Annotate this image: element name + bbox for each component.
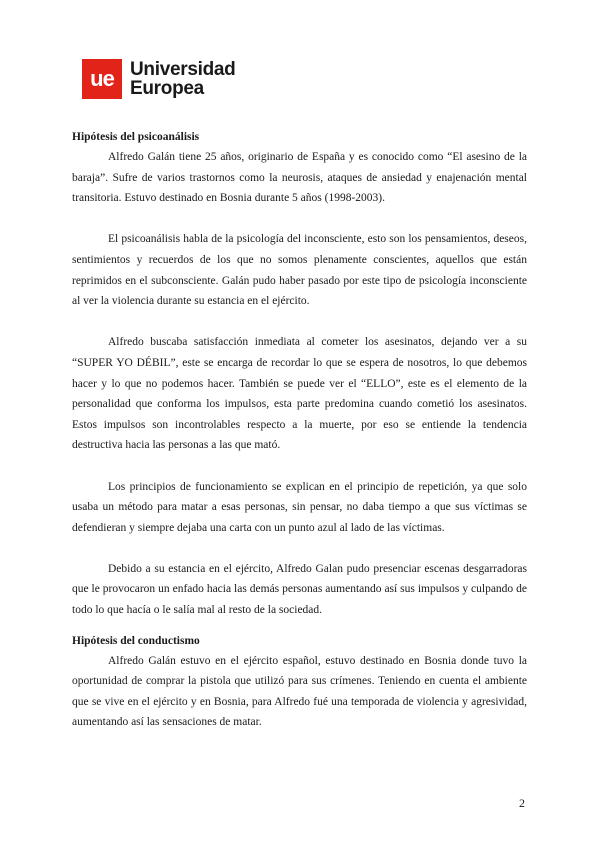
paragraph: Alfredo Galán tiene 25 años, originario de España y es conocido como “El asesino de la baraja”. Sufre de varios trastornos como la neurosis, ataques de ansiedad y enajenación mental transitoria. Estuvo destinado en Bosnia durante 5 años (1998-2003). bbox=[72, 151, 527, 205]
section-heading-psychoanalysis: Hipótesis del psicoanálisis bbox=[72, 131, 200, 143]
university-logo bbox=[82, 56, 235, 102]
logo-mark bbox=[82, 59, 122, 99]
paragraph: Debido a su estancia en el ejército, Alfredo Galan pudo presenciar escenas desgarradoras que le provocaron un enfado hacia las demás personas aumentando así sus impulsos y culpando de todo lo que hacía o le salía mal al resto de la sociedad. bbox=[72, 562, 527, 617]
logo-mark-text: ue bbox=[90, 66, 114, 91]
paragraph: Alfredo Galán estuvo en el ejército español, estuvo destinado en Bosnia donde tuvo la oportunidad de comprar la pistola que utilizó para sus crímenes. Teniendo en cuenta el ambiente que se vive en el ejército y en Bosnia, para Alfredo fué una temporada de violencia y agresividad, aumentando así las sensaciones de matar. bbox=[72, 654, 527, 729]
logo-line-2: Europea bbox=[130, 78, 204, 99]
paragraph: Alfredo buscaba satisfacción inmediata al cometer los asesinatos, dejando ver a su “SUPER YO DÉBIL”, este se encarga de recordar lo que se espera de nosotros, lo que debemos hacer y lo que no podemos hacer. También se puede ver el “ELLO”, este es el elemento de la personalidad que conforma los impulsos, esta parte predomina cuando cometió los asesinatos. Estos impulsos son incontrolables respecto a la muerte, por eso se entiende la tendencia destructiva hacia las personas a las que mató. bbox=[72, 336, 527, 452]
logo-wordmark bbox=[130, 60, 235, 98]
paragraph: El psicoanálisis habla de la psicología del inconsciente, esto son los pensamientos, deseos, sentimientos y recuerdos de los que no somos plenamente conscientes, aquellos que están reprimidos en el subconsciente. Galán pudo haber pasado por este tipo de psicología inconsciente al ver la violencia durante su estancia en el ejército. bbox=[72, 233, 527, 308]
logo-line-1: Universidad bbox=[130, 59, 236, 80]
page-number: 2 bbox=[519, 796, 525, 810]
section-heading-behaviorism: Hipótesis del conductismo bbox=[72, 634, 200, 647]
paragraph: Los principios de funcionamiento se explican en el principio de repetición, ya que solo usaba un método para matar a esas personas, sin pensar, no daba tiempo a que sus víctimas se defendieran y siempre dejaba una carta con un punto azul al lado de las víctimas. bbox=[72, 480, 527, 534]
document-body bbox=[72, 127, 527, 733]
